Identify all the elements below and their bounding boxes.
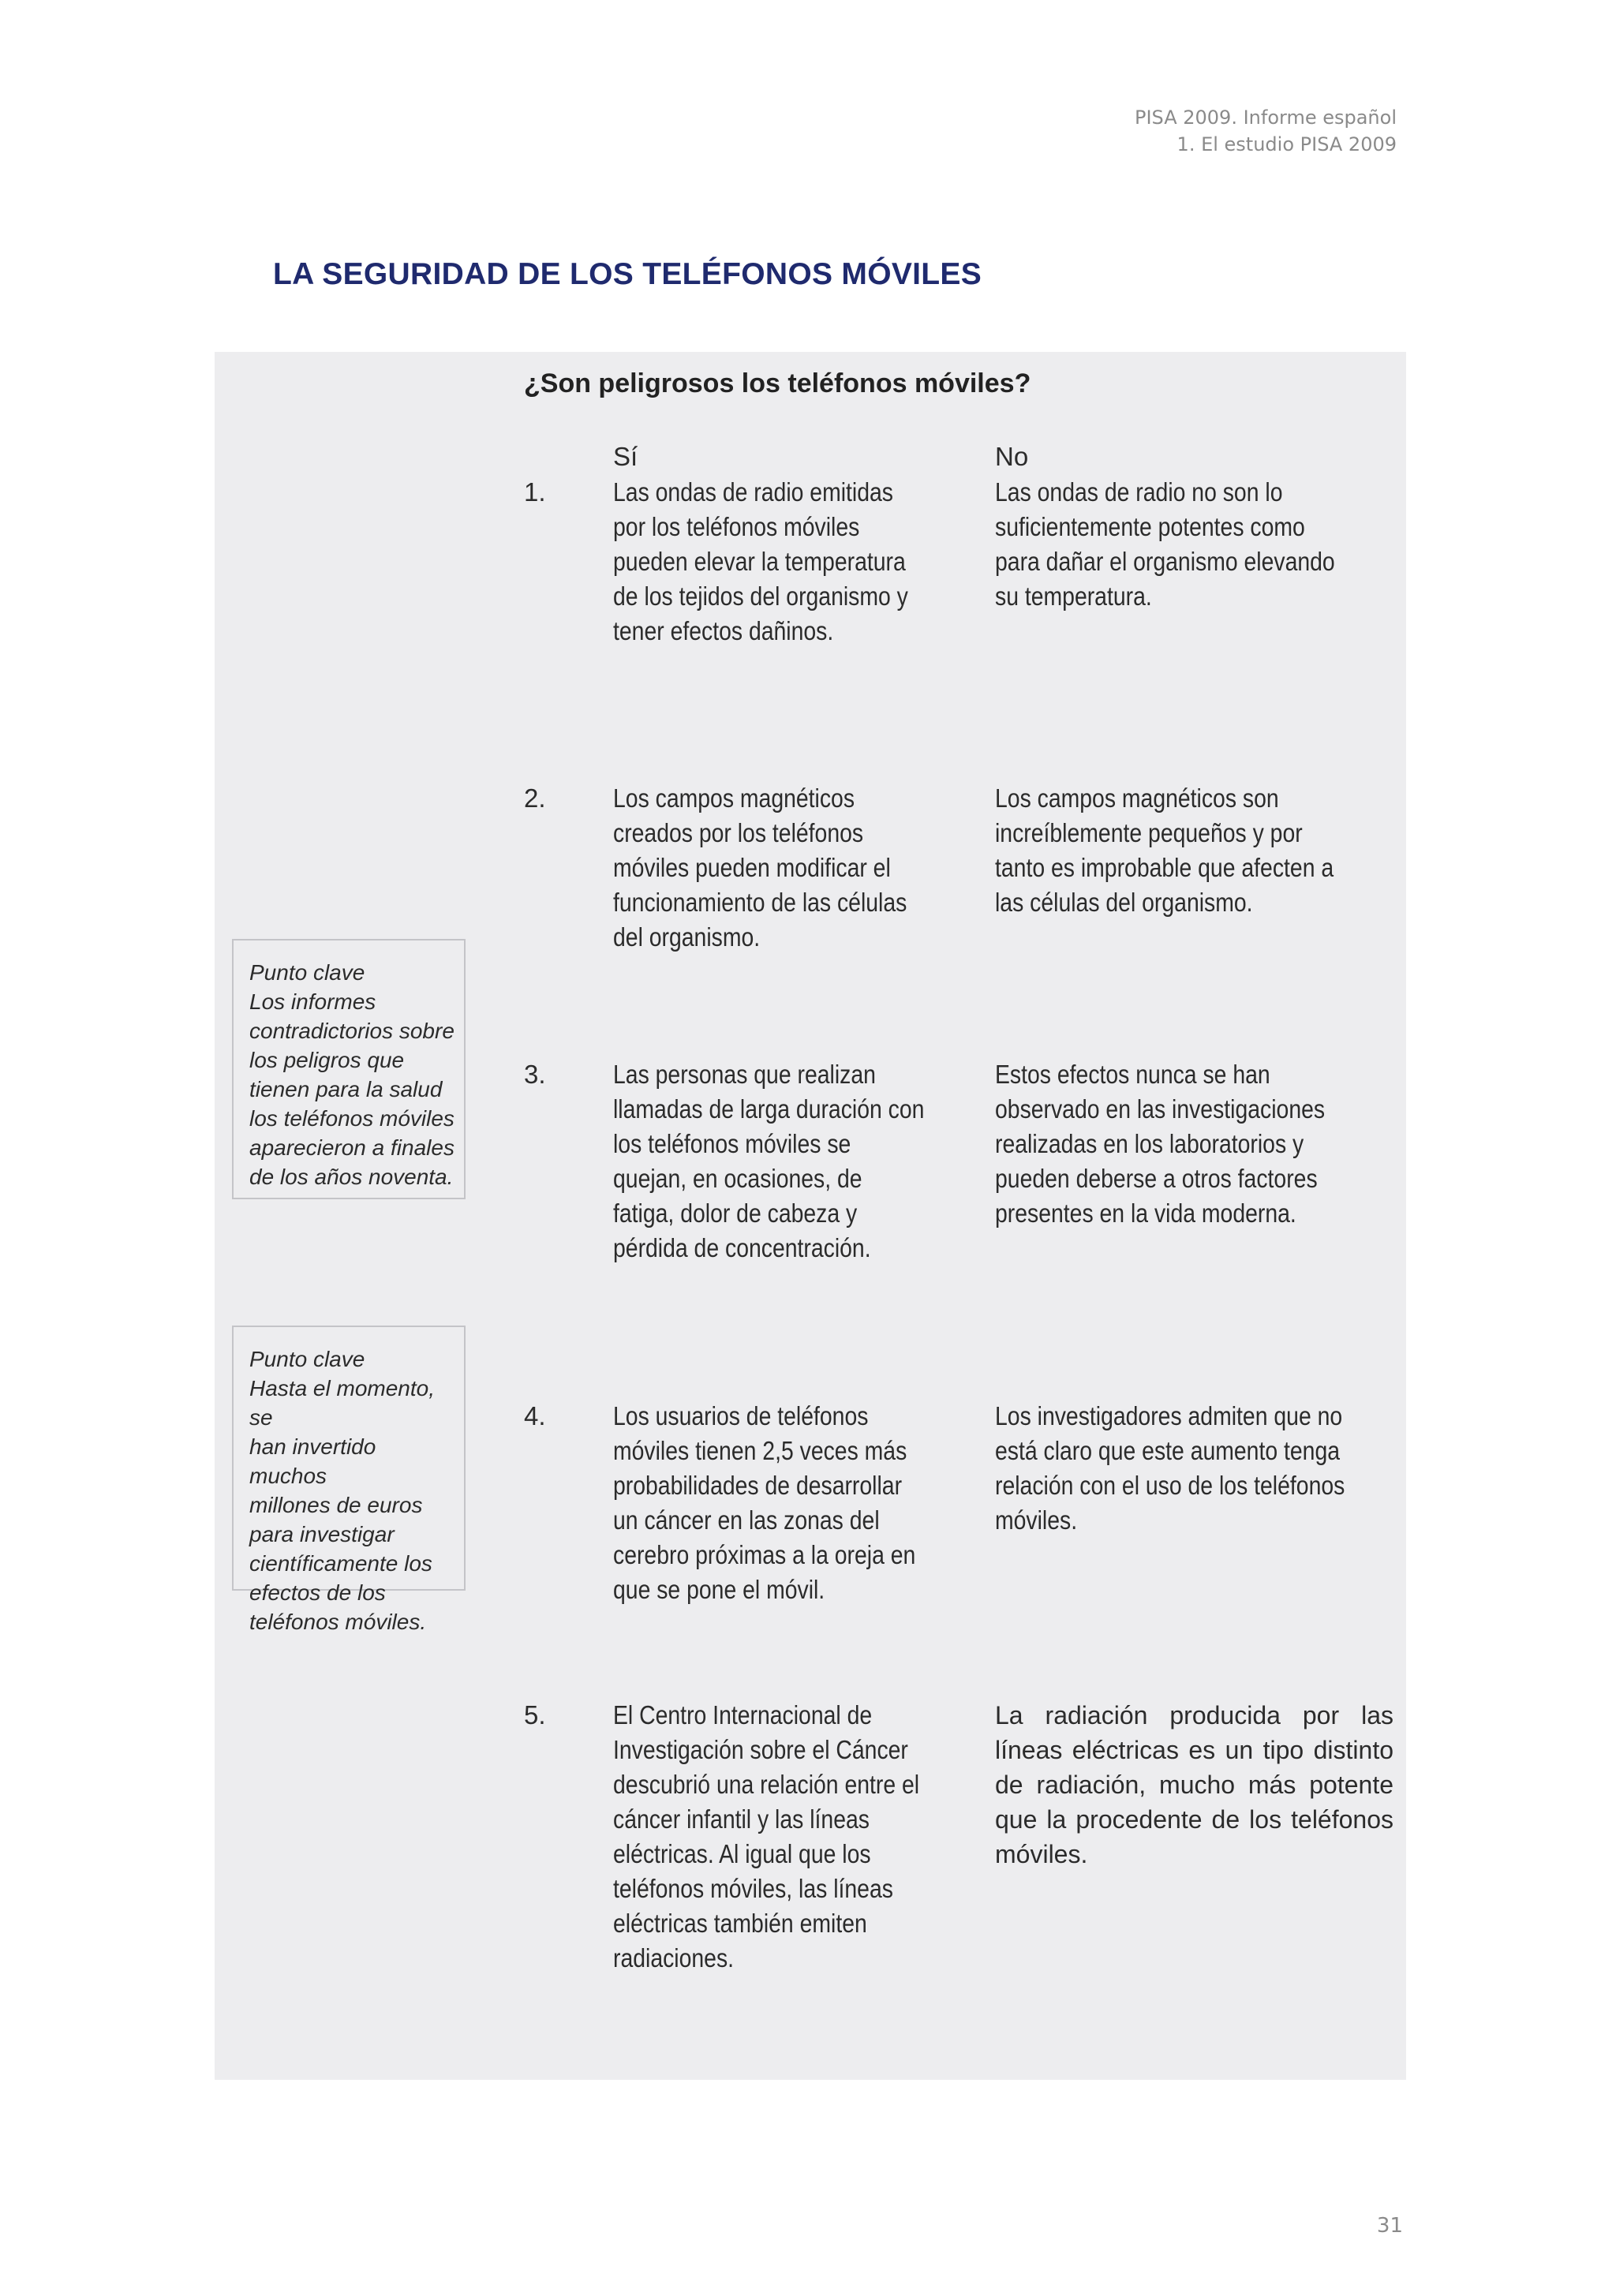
key-point-text: Hasta el momento, se han invertido muchos millones de euros para investigar científicamente los efectos de los teléfonos móviles. (249, 1376, 435, 1634)
argument-number: 1. (524, 477, 546, 507)
header-report-title: PISA 2009. Informe español (1134, 107, 1397, 129)
key-point-box (232, 1326, 466, 1634)
argument-yes: El Centro Internacional de Investigación sobre el Cáncer descubrió una relación entre el cáncer infantil y las líneas eléctricas. Al igual que los teléfonos móviles, las líneas eléctricas también emiten radiaciones. (613, 1700, 920, 1973)
key-point-text: Los informes contradictorios sobre los peligros que tienen para la salud los teléfonos móviles aparecieron a finales de los años noventa. (249, 989, 454, 1189)
running-header (1135, 104, 1397, 158)
key-point-title: Punto clave (249, 960, 365, 985)
argument-yes: Las ondas de radio emitidas por los teléfonos móviles pueden elevar la temperatura de los tejidos del organismo y tener efectos dañinos. (613, 477, 908, 645)
argument-no: Las ondas de radio no son lo suficientemente potentes como para dañar el organismo elevando su temperatura. (995, 477, 1335, 611)
page-number: 31 (1376, 2214, 1403, 2238)
argument-number: 5. (524, 1700, 546, 1729)
argument-number: 3. (524, 1060, 546, 1089)
key-point-title: Punto clave (249, 1347, 365, 1371)
argument-number: 4. (524, 1401, 546, 1430)
question-heading: ¿Son peligrosos los teléfonos móviles? (524, 368, 1031, 398)
page-title: LA SEGURIDAD DE LOS TELÉFONOS MÓVILES (273, 257, 982, 291)
argument-yes: Los campos magnéticos creados por los teléfonos móviles pueden modificar el funcionamiento de las células del organismo. (613, 783, 907, 952)
argument-number: 2. (524, 783, 546, 813)
argument-no: Estos efectos nunca se han observado en las investigaciones realizadas en los laboratorios y pueden deberse a otros factores presentes en la vida moderna. (995, 1060, 1326, 1228)
argument-yes: Los usuarios de teléfonos móviles tienen 2,5 veces más probabilidades de desarrollar un cáncer en las zonas del cerebro próximas a la oreja en que se pone el móvil. (613, 1401, 916, 1604)
column-header-no: No (995, 442, 1029, 471)
header-chapter: 1. El estudio PISA 2009 (1176, 133, 1397, 155)
argument-no: La radiación producida por las líneas eléctricas es un tipo distinto de radiación, mucho más potente que la procedente de los teléfonos móviles. (995, 1701, 1393, 1868)
column-header-yes: Sí (613, 442, 638, 471)
argument-no: Los campos magnéticos son increíblemente pequeños y por tanto es improbable que afecten a las células del organismo. (995, 783, 1334, 917)
argument-yes: Las personas que realizan llamadas de larga duración con los teléfonos móviles se quejan, en ocasiones, de fatiga, dolor de cabeza y pérdida de concentración. (613, 1060, 925, 1262)
argument-no: Los investigadores admiten que no está claro que este aumento tenga relación con el uso de los teléfonos móviles. (995, 1401, 1345, 1535)
key-point-box (232, 939, 466, 1199)
